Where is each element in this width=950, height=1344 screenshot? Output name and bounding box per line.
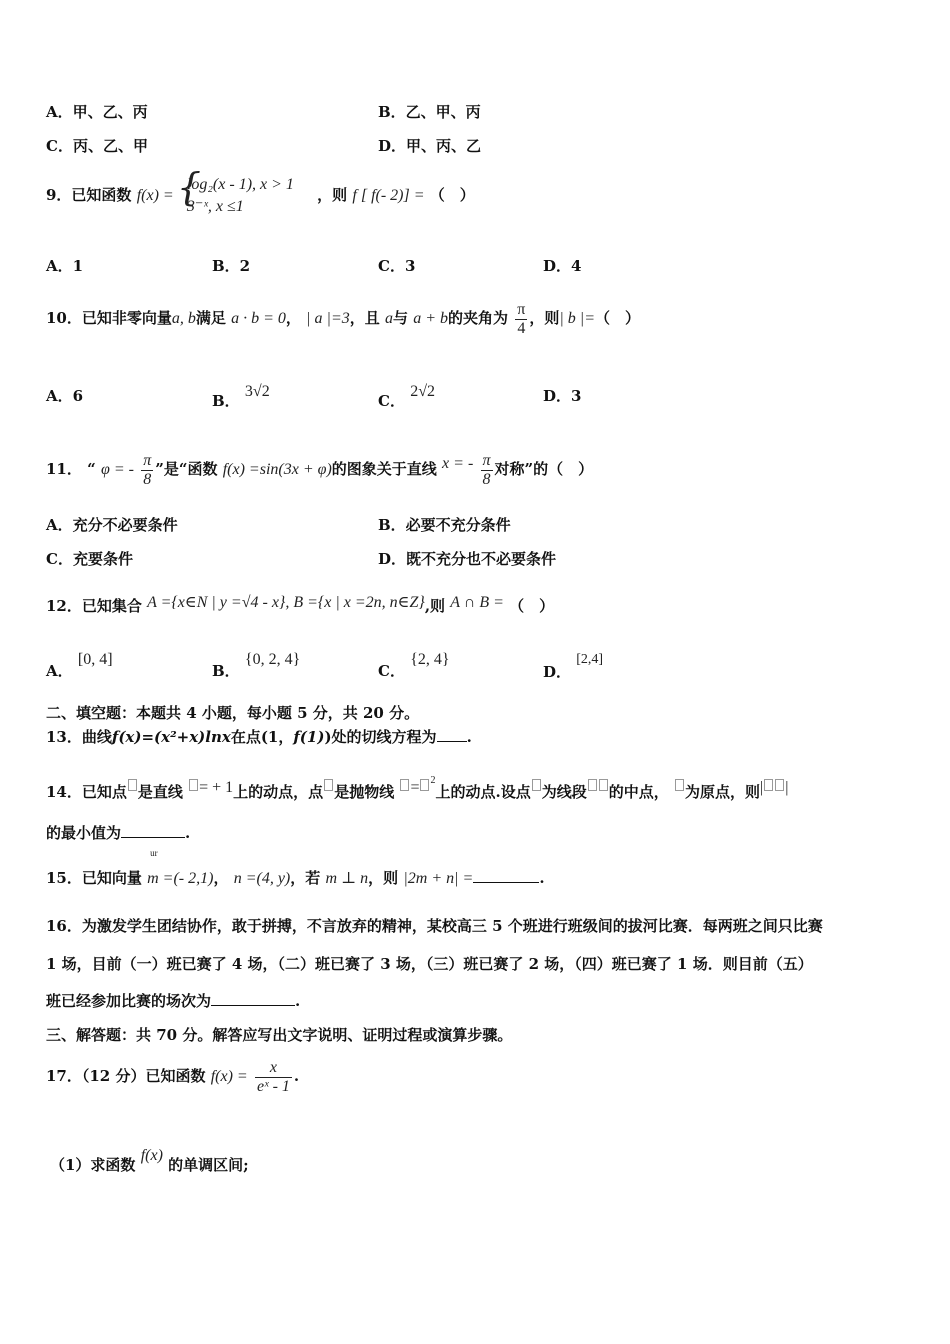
q8-option-b: B．乙、甲、丙 bbox=[378, 103, 481, 121]
q15-m-group bbox=[147, 848, 214, 899]
q14-line-2 bbox=[46, 822, 190, 844]
q11-mid: ”是“函数 bbox=[155, 460, 218, 478]
q11-option-d: D．既不充分也不必要条件 bbox=[378, 550, 557, 568]
placeholder-glyph-icon bbox=[189, 779, 198, 791]
q10-pi: π bbox=[517, 300, 526, 318]
q14-p3: 上的动点，点 bbox=[233, 783, 324, 801]
q16-answer-blank bbox=[211, 991, 295, 1006]
q11-phi-lhs: φ = - bbox=[100, 461, 134, 478]
q17-fraction bbox=[255, 1059, 292, 1096]
q11-phi-pi: π bbox=[143, 451, 152, 469]
q10-cond1-label: 满足 bbox=[195, 309, 226, 327]
placeholder-glyph-icon bbox=[420, 779, 429, 791]
q13-stem-text: 13．曲线 bbox=[46, 728, 112, 746]
q11-tail: 对称”的（ ） bbox=[494, 460, 594, 478]
q12-option-d bbox=[543, 640, 603, 692]
q13-stem bbox=[46, 726, 472, 748]
q14-p6: 为线段 bbox=[541, 783, 587, 801]
q14-p8: 为原点，则 bbox=[684, 783, 760, 801]
q17-sub1-func: f(x) bbox=[140, 1147, 163, 1164]
q11-stem bbox=[46, 436, 593, 498]
q15-perp: m ⊥ n bbox=[325, 870, 369, 887]
section-3-heading: 三、解答题：共 70 分。解答应写出文字说明、证明过程或演算步骤。 bbox=[46, 1026, 513, 1044]
q9-option-d: D．4 bbox=[543, 257, 582, 275]
placeholder-glyph-icon bbox=[324, 779, 333, 791]
q15-end: . bbox=[539, 869, 545, 887]
q14-sup: 2 bbox=[430, 775, 436, 786]
q9-stem-text: 9．已知函数 bbox=[46, 186, 132, 204]
q15-stem: 15．已知向量 ur m =(- 2,1)， n =(4, y)，若 m ⊥ n，则 |2m + n| = . bbox=[46, 858, 545, 899]
q11-phi-fraction bbox=[141, 452, 153, 489]
q11-option-a: A．充分不必要条件 bbox=[46, 516, 178, 534]
q17-end: . bbox=[293, 1067, 300, 1085]
q10-then: ，则 bbox=[529, 309, 560, 327]
q12-option-a bbox=[46, 640, 113, 691]
q9-option-c: C．3 bbox=[378, 257, 416, 275]
q16-line-3 bbox=[46, 990, 300, 1012]
placeholder-glyph-icon bbox=[400, 779, 409, 791]
q17-denominator: eˣ - 1 bbox=[256, 1077, 290, 1095]
q14-p2: 是直线 bbox=[137, 783, 183, 801]
q15-m: m =(- 2,1) bbox=[147, 870, 214, 887]
q14-end: . bbox=[185, 824, 191, 842]
q9-expr: f [ f(- 2)] = bbox=[352, 187, 425, 204]
q12-option-c bbox=[378, 640, 450, 691]
q12-option-d-value: [2,4] bbox=[576, 652, 604, 667]
q12-then: ,则 bbox=[424, 597, 446, 615]
q13-end: . bbox=[466, 728, 472, 746]
placeholder-glyph-icon bbox=[128, 779, 137, 791]
q10-option-b-value: 3√2 bbox=[244, 383, 270, 400]
q10-mid: ，且 bbox=[349, 309, 380, 327]
q15-answer-blank bbox=[473, 868, 539, 883]
q13-mid: 在点(1， bbox=[230, 728, 294, 746]
q10-cond1: a · b = 0 bbox=[231, 310, 286, 327]
q10-four: 4 bbox=[515, 319, 527, 338]
q16-line3-text: 班已经参加比赛的场次为 bbox=[46, 992, 212, 1010]
q14-p5: 上的动点.设点 bbox=[435, 783, 531, 801]
q14-p4: 是抛物线 bbox=[334, 783, 395, 801]
placeholder-glyph-icon bbox=[532, 779, 541, 791]
q11-line-lhs: x = - bbox=[442, 455, 474, 472]
q10-sum: a + b bbox=[413, 310, 449, 327]
q12-target: A ∩ B = bbox=[450, 594, 504, 611]
placeholder-glyph-icon bbox=[764, 779, 773, 791]
q15-then: ，则 bbox=[368, 869, 399, 887]
q10-option-c-value: 2√2 bbox=[410, 383, 435, 400]
vector-arrow-icon: ur bbox=[150, 848, 158, 858]
q10-with: 与 bbox=[393, 309, 409, 327]
q17-sub1-label: （1）求函数 bbox=[50, 1156, 136, 1174]
q10-option-d: D．3 bbox=[543, 387, 582, 405]
q12-option-d-label: D． bbox=[543, 663, 572, 681]
placeholder-glyph-icon bbox=[599, 779, 608, 791]
q10-option-b bbox=[212, 372, 270, 421]
section-2-heading: 二、填空题：本题共 4 小题，每小题 5 分，共 20 分。 bbox=[46, 704, 420, 722]
q11-line-eight: 8 bbox=[481, 470, 493, 489]
q9-tail: （ ） bbox=[429, 186, 475, 204]
q11-open-quote: “ bbox=[87, 460, 96, 478]
q11-phi-eight: 8 bbox=[141, 470, 153, 489]
q10-cond2: | a |=3 bbox=[306, 310, 350, 327]
q13-f1: f(1) bbox=[293, 728, 325, 746]
q10-option-c bbox=[378, 372, 435, 421]
q11-mid2: 的图象关于直线 bbox=[331, 460, 437, 478]
q10-option-b-label: B． bbox=[212, 392, 240, 410]
q10-stem: 10．已知非零向量a, b满足 a · b = 0， | a |=3，且 a与 a + b的夹角为 $\frac{\pi}{4}$ ，则| b |=（ ） bbox=[46, 300, 640, 337]
q17-lhs: f(x) = bbox=[210, 1068, 248, 1085]
q11-line-pi: π bbox=[482, 451, 491, 469]
q12-stem-text: 12．已知集合 bbox=[46, 597, 142, 615]
q9-option-b: B．2 bbox=[212, 257, 251, 275]
q17-sub1-tail: 的单调区间; bbox=[168, 1156, 249, 1174]
q12-option-a-value: [0, 4] bbox=[77, 651, 113, 668]
q13-func: f(x)=(x²+x)lnx bbox=[111, 728, 231, 746]
q12-option-b-value: {0, 2, 4} bbox=[244, 651, 301, 668]
q10-stem-text: 10．已知非零向量 bbox=[46, 309, 172, 327]
q9-option-a: A．1 bbox=[46, 257, 84, 275]
q10-a-var: a bbox=[385, 310, 393, 327]
placeholder-glyph-icon bbox=[775, 779, 784, 791]
q12-option-c-value: {2, 4} bbox=[410, 651, 450, 668]
q10-option-a: A．6 bbox=[46, 387, 84, 405]
q10-option-c-label: C． bbox=[378, 392, 405, 410]
q12-tail: （ ） bbox=[509, 597, 555, 615]
q17-stem-text: 17．（12 分）已知函数 bbox=[46, 1067, 206, 1085]
q12-option-c-label: C． bbox=[378, 662, 405, 680]
q9-piecewise bbox=[176, 165, 294, 218]
q14-p1: 14．已知点 bbox=[46, 783, 127, 801]
q15-n: n =(4, y) bbox=[233, 870, 291, 887]
abs-bar-left: | bbox=[759, 779, 764, 796]
q14-stem bbox=[46, 770, 788, 803]
q12-stem bbox=[46, 588, 554, 621]
q14-eq1: = + 1 bbox=[199, 779, 234, 796]
q9-case-1: log₂(x - 1), x > 1 bbox=[186, 176, 294, 193]
q12-option-b-label: B． bbox=[212, 662, 240, 680]
q9-case-2: 3⁻ˣ, x ≤1 bbox=[186, 198, 244, 215]
q8-option-d: D．甲、丙、乙 bbox=[378, 137, 482, 155]
q11-line-fraction bbox=[481, 452, 493, 489]
q10-angle-fraction bbox=[515, 301, 527, 338]
q9-stem bbox=[46, 165, 475, 219]
q16-line-1: 16．为激发学生团结协作，敢于拼搏，不言放弃的精神，某校高三 5 个班进行班级间的拔河比赛．每两班之间只比赛 bbox=[46, 917, 823, 935]
q11-num: 11． bbox=[46, 460, 82, 478]
q14-eq2: = bbox=[410, 779, 420, 796]
q15-target: |2m + n| = bbox=[403, 870, 474, 887]
abs-bar-right: | bbox=[785, 779, 789, 796]
q11-func: f(x) =sin(3x + φ) bbox=[222, 461, 332, 478]
q12-option-b bbox=[212, 640, 300, 691]
placeholder-glyph-icon bbox=[588, 779, 597, 791]
q12-option-a-label: A． bbox=[46, 662, 73, 680]
q14-answer-blank bbox=[121, 823, 185, 838]
q9-mid: ，则 bbox=[317, 186, 348, 204]
q8-option-c: C．丙、乙、甲 bbox=[46, 137, 148, 155]
q15-if: ，若 bbox=[290, 869, 321, 887]
q10-tail: （ ） bbox=[594, 309, 640, 327]
q8-option-a: A．甲、乙、丙 bbox=[46, 103, 148, 121]
q13-tail: )处的切线方程为 bbox=[324, 728, 437, 746]
q17-stem bbox=[46, 1052, 299, 1101]
q13-answer-blank bbox=[437, 727, 467, 742]
q14-p7: 的中点， bbox=[608, 783, 669, 801]
q9-func-lhs: f(x) = bbox=[136, 187, 174, 204]
q10-vecs: a, b bbox=[171, 310, 196, 327]
q15-stem-text: 15．已知向量 bbox=[46, 869, 142, 887]
q16-line-2: 1 场，目前（一）班已赛了 4 场，（二）班已赛了 3 场，（三）班已赛了 2 场，（四）班已赛了 1 场．则目前（五） bbox=[46, 955, 813, 973]
q10-angle-label: 的夹角为 bbox=[448, 309, 509, 327]
placeholder-glyph-icon bbox=[675, 779, 684, 791]
q17-sub-1 bbox=[50, 1138, 249, 1183]
q10-target: | b |= bbox=[559, 310, 595, 327]
q16-end: . bbox=[295, 992, 301, 1010]
q17-numerator: x bbox=[269, 1058, 277, 1076]
q11-option-c: C．充要条件 bbox=[46, 550, 133, 568]
q12-sets: A ={x∈N | y =√4 - x}, B ={x | x =2n, n∈Z} bbox=[147, 594, 425, 611]
brace-symbol: { bbox=[176, 165, 202, 209]
q11-option-b: B．必要不充分条件 bbox=[378, 516, 511, 534]
q14-line2-text: 的最小值为 bbox=[46, 824, 122, 842]
